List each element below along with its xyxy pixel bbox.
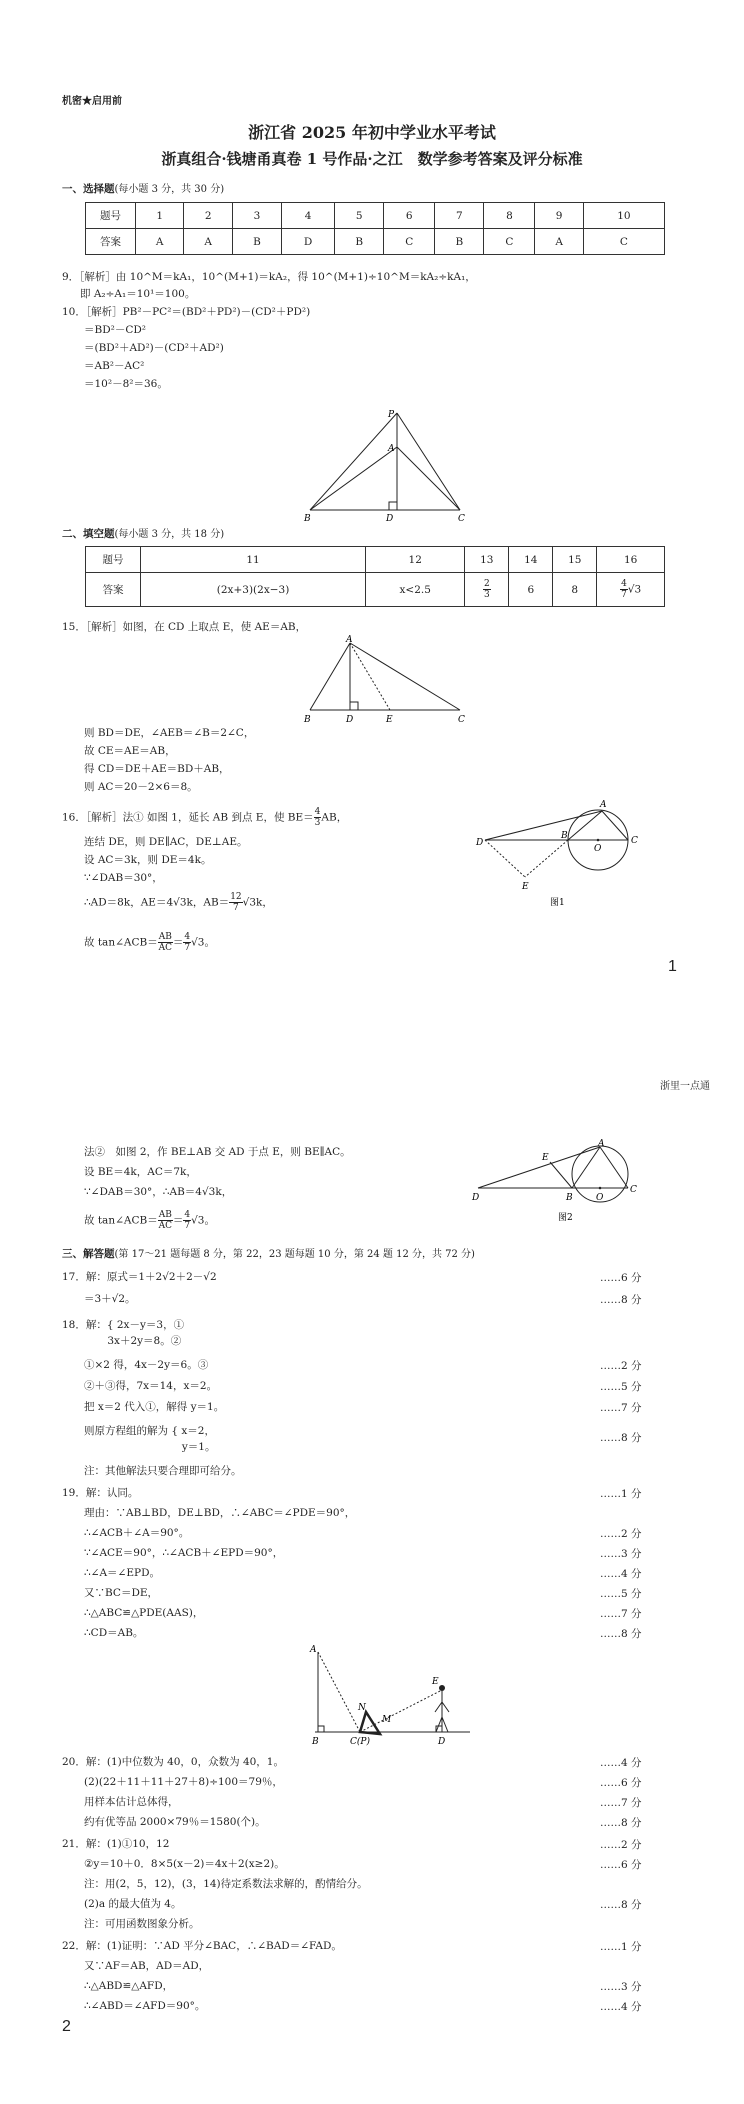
score-label: ……6 分: [600, 1777, 642, 1789]
fig-label: D: [438, 1737, 446, 1747]
table-cell: 题号: [86, 203, 136, 229]
fig-label: B: [561, 831, 568, 841]
solution-line: 3x＋2y＝8。②: [62, 1335, 182, 1347]
q16-line: ∴AD＝8k，AE＝4√3k，AB＝ $\frac{12}{7}$ √3k，: [84, 892, 273, 913]
table-cell: 1: [136, 203, 184, 229]
q16-intro: 16．［解析］法① 如图 1，延长 AB 到点 E，使 BE＝ $\frac{4}{3}$ AB，: [62, 807, 348, 828]
q16-figure1: [470, 795, 655, 910]
q19-figure: [300, 1642, 480, 1747]
fig-label: A: [598, 1139, 605, 1149]
solution-line: 约有优等品 2000×79％＝1580(个)。: [84, 1816, 266, 1828]
table-cell: 12: [366, 547, 465, 573]
q15-line: 则 AC＝20－2×6＝8。: [84, 781, 198, 793]
table-cell: 16: [597, 547, 665, 573]
table-cell: $\frac{4}{7}$ √3: [597, 573, 665, 607]
page-title: 浙江省 2025 年初中学业水平考试: [248, 123, 496, 142]
fig-label: C(P): [350, 1737, 370, 1747]
fig-label: D: [472, 1193, 480, 1203]
score-label: ……8 分: [600, 1817, 642, 1829]
page-number: 2: [62, 2018, 71, 2035]
table-cell: (2x+3)(2x−3): [141, 573, 366, 607]
score-label: ……8 分: [600, 1294, 642, 1306]
table-cell: 答案: [86, 229, 136, 255]
fill-answer-table: [85, 546, 665, 607]
score-label: ……4 分: [600, 1757, 642, 1769]
fig-label: E: [432, 1677, 439, 1687]
score-label: ……3 分: [600, 1981, 642, 1993]
solution-line: ∴△ABD≌△AFD，: [84, 1980, 174, 1992]
score-label: ……2 分: [600, 1839, 642, 1851]
fraction: $\frac{4}{7}$: [184, 1210, 191, 1231]
table-cell: 题号: [86, 547, 141, 573]
fig-label: P: [388, 410, 395, 420]
score-label: ……8 分: [600, 1628, 642, 1640]
solution-line: 20．解：(1)中位数为 40，0，众数为 40，1。: [62, 1756, 284, 1768]
fig-label: D: [386, 514, 394, 524]
solution-line: ∴∠ACB＋∠A＝90°。: [84, 1527, 190, 1539]
fig-label: C: [631, 836, 638, 846]
q16b-line: 设 BE＝4k，AC＝7k，: [84, 1166, 197, 1178]
q10-line: ＝BD²－CD²: [84, 324, 147, 336]
solution-line: 注：其他解法只要合理即可给分。: [84, 1465, 242, 1477]
score-label: ……1 分: [600, 1941, 642, 1953]
solution-line: 22．解：(1)证明：∵AD 平分∠BAC，∴∠BAD＝∠FAD。: [62, 1940, 342, 1952]
table-cell: 6: [509, 573, 553, 607]
q15-line: 得 CD＝DE＋AE＝BD＋AB，: [84, 763, 230, 775]
fig-label: A: [310, 1645, 317, 1655]
fig-label: D: [346, 715, 354, 725]
score-label: ……4 分: [600, 1568, 642, 1580]
q16-line: 连结 DE，则 DE∥AC，DE⊥AE。: [84, 836, 248, 848]
fraction: $\frac{4}{7}$: [184, 932, 191, 953]
score-label: ……7 分: [600, 1402, 642, 1414]
solution-line: 17．解：原式＝1＋2√2＋2－√2: [62, 1271, 217, 1283]
secret-label: 机密★启用前: [62, 96, 122, 107]
fig-label: C: [458, 514, 465, 524]
fig-label: C: [458, 715, 465, 725]
solution-line: 18．解：{ 2x－y＝3，①: [62, 1319, 185, 1331]
table-cell: [465, 573, 509, 607]
score-label: ……7 分: [600, 1608, 642, 1620]
section2-heading: 二、填空题(每小题 3 分，共 18 分): [62, 528, 225, 540]
fig-label: D: [476, 838, 484, 848]
table-cell: 11: [141, 547, 366, 573]
q9-line: 即 A₂÷A₁＝10¹＝100。: [80, 288, 196, 300]
score-label: ……8 分: [600, 1899, 642, 1911]
footer-brand: 浙里一点通: [660, 1081, 710, 1092]
solution-line: 又∵AF＝AB，AD＝AD，: [84, 1960, 210, 1972]
q16b-line: 故 tan∠ACB＝ $\frac{AB}{AC}$ ＝ $\frac{4}{7}$ √3。: [84, 1210, 215, 1231]
solution-line: ②y＝10＋0．8×5(x－2)＝4x＋2(x≥2)。: [84, 1858, 285, 1870]
q16-line: 故 tan∠ACB＝ $\frac{AB}{AC}$ ＝ $\frac{4}{7}$ √3。: [84, 932, 215, 953]
score-label: ……8 分: [600, 1432, 642, 1444]
fraction: $\frac{AB}{AC}$: [158, 1210, 172, 1231]
fig-label: A: [600, 800, 607, 810]
q16-line: ∵∠DAB＝30°，: [84, 872, 163, 884]
solution-line: y＝1。: [84, 1441, 216, 1453]
q15-line: 则 BD＝DE，∠AEB＝∠B＝2∠C，: [84, 727, 255, 739]
fraction: $\frac{2}{3}$: [483, 579, 490, 600]
page-number: 1: [668, 958, 677, 975]
table-cell: B: [232, 229, 281, 255]
solution-line: 则原方程组的解为 { x＝2，: [84, 1425, 215, 1437]
table-cell: 7: [435, 203, 484, 229]
table-cell: B: [435, 229, 484, 255]
fig-label: B: [566, 1193, 573, 1203]
fig-label: A: [388, 444, 395, 454]
fig-label: E: [386, 715, 393, 725]
solution-line: 21．解：(1)①10，12: [62, 1838, 170, 1850]
solution-line: (2)(22＋11＋11＋27＋8)÷100＝79％，: [84, 1776, 283, 1788]
score-label: ……7 分: [600, 1797, 642, 1809]
score-label: ……5 分: [600, 1381, 642, 1393]
q15-figure: [300, 635, 470, 725]
table-cell: C: [583, 229, 664, 255]
q10-line: ＝AB²－AC²: [84, 360, 145, 372]
solution-line: 又∵BC＝DE，: [84, 1587, 159, 1599]
score-label: ……6 分: [600, 1859, 642, 1871]
solution-line: 注：可用函数图象分析。: [84, 1918, 200, 1930]
q16b-line: 法② 如图 2，作 BE⊥AB 交 AD 于点 E，则 BE∥AC。: [84, 1146, 351, 1158]
q10-line: ＝(BD²＋AD²)－(CD²＋AD²): [84, 342, 224, 354]
table-cell: C: [484, 229, 535, 255]
table-cell: 10: [583, 203, 664, 229]
table-cell: 4: [282, 203, 335, 229]
fig-label: N: [358, 1703, 366, 1713]
q9-line: 9．［解析］由 10^M＝kA₁，10^(M+1)＝kA₂，得 10^(M+1)÷10^M＝kA₂÷kA₁，: [62, 271, 476, 283]
score-label: ……5 分: [600, 1588, 642, 1600]
q10-figure: [300, 405, 470, 525]
q15-line: 故 CE＝AE＝AB，: [84, 745, 176, 757]
table-cell: A: [136, 229, 184, 255]
score-label: ……6 分: [600, 1272, 642, 1284]
fraction: $\frac{AB}{AC}$: [158, 932, 172, 953]
q16-line: 设 AC＝3k，则 DE＝4k。: [84, 854, 212, 866]
table-cell: D: [282, 229, 335, 255]
table-cell: x<2.5: [366, 573, 465, 607]
choice-answer-table: [85, 202, 665, 255]
solution-line: ∴CD＝AB。: [84, 1627, 144, 1639]
q15-intro: 15．［解析］如图，在 CD 上取点 E，使 AE＝AB，: [62, 621, 307, 633]
solution-line: 用样本估计总体得，: [84, 1796, 179, 1808]
table-cell: 3: [232, 203, 281, 229]
solution-line: ＝3＋√2。: [84, 1293, 136, 1305]
solution-line: 理由：∵AB⊥BD，DE⊥BD，∴∠ABC＝∠PDE＝90°，: [84, 1507, 356, 1519]
table-cell: A: [184, 229, 232, 255]
solution-line: 19．解：认同。: [62, 1487, 139, 1499]
solution-line: 把 x＝2 代入①，解得 y＝1。: [84, 1401, 225, 1413]
fraction: $\frac{4}{7}$: [621, 579, 627, 600]
fig-label: E: [542, 1153, 549, 1163]
fig-label: B: [312, 1737, 319, 1747]
solution-line: ∵∠ACE＝90°，∴∠ACB＋∠EPD＝90°，: [84, 1547, 284, 1559]
section1-heading: 一、选择题(每小题 3 分，共 30 分): [62, 183, 225, 195]
table-cell: 2: [184, 203, 232, 229]
table-row: [86, 229, 665, 255]
fig-label: E: [522, 882, 529, 892]
table-row: [86, 573, 665, 607]
solution-line: (2)a 的最大值为 4。: [84, 1898, 182, 1910]
solution-line: ①×2 得，4x－2y＝6。③: [84, 1359, 209, 1371]
fig-label: B: [304, 715, 311, 725]
figure-caption: 图1: [550, 898, 565, 908]
table-cell: B: [335, 229, 384, 255]
table-cell: 14: [509, 547, 553, 573]
table-cell: 8: [553, 573, 597, 607]
fig-label: B: [304, 514, 311, 524]
table-cell: C: [384, 229, 435, 255]
solution-line: ∴∠A＝∠EPD。: [84, 1567, 161, 1579]
table-cell: 答案: [86, 573, 141, 607]
q16b-line: ∵∠DAB＝30°，∴AB＝4√3k，: [84, 1186, 233, 1198]
score-label: ……2 分: [600, 1360, 642, 1372]
solution-line: ∴△ABC≌△PDE(AAS)，: [84, 1607, 204, 1619]
q10-line: 10．［解析］PB²－PC²＝(BD²＋PD²)－(CD²＋PD²): [62, 306, 311, 318]
table-cell: A: [535, 229, 583, 255]
table-cell: 13: [465, 547, 509, 573]
table-row: [86, 203, 665, 229]
q16-figure2: [470, 1138, 655, 1228]
fig-label: O: [594, 844, 602, 854]
score-label: ……4 分: [600, 2001, 642, 2013]
fraction: $\frac{4}{3}$: [314, 807, 321, 828]
score-label: ……3 分: [600, 1548, 642, 1560]
table-cell: 6: [384, 203, 435, 229]
table-cell: 15: [553, 547, 597, 573]
solution-line: 注：用(2，5，12)，(3，14)待定系数法求解的，酌情给分。: [84, 1878, 368, 1890]
table-cell: 5: [335, 203, 384, 229]
fig-label: O: [596, 1193, 604, 1203]
table-cell: 9: [535, 203, 583, 229]
solution-line: ②＋③得，7x＝14，x＝2。: [84, 1380, 218, 1392]
q10-line: ＝10²－8²＝36。: [84, 378, 168, 390]
figure-caption: 图2: [558, 1213, 573, 1223]
fig-label: A: [346, 635, 353, 645]
section3-heading: 三、解答题(第 17～21 题每题 8 分，第 22，23 题每题 10 分，第 24 题 12 分，共 72 分): [62, 1248, 475, 1260]
solution-line: ∴∠ABD＝∠AFD＝90°。: [84, 2000, 206, 2012]
fig-label: C: [630, 1185, 637, 1195]
table-cell: 8: [484, 203, 535, 229]
score-label: ……2 分: [600, 1528, 642, 1540]
table-row: [86, 547, 665, 573]
fig-label: M: [382, 1715, 392, 1725]
fraction: $\frac{12}{7}$: [230, 892, 242, 913]
page-subtitle: 浙真组合·钱塘甬真卷 1 号作品·之江 数学参考答案及评分标准: [161, 150, 583, 168]
score-label: ……1 分: [600, 1488, 642, 1500]
